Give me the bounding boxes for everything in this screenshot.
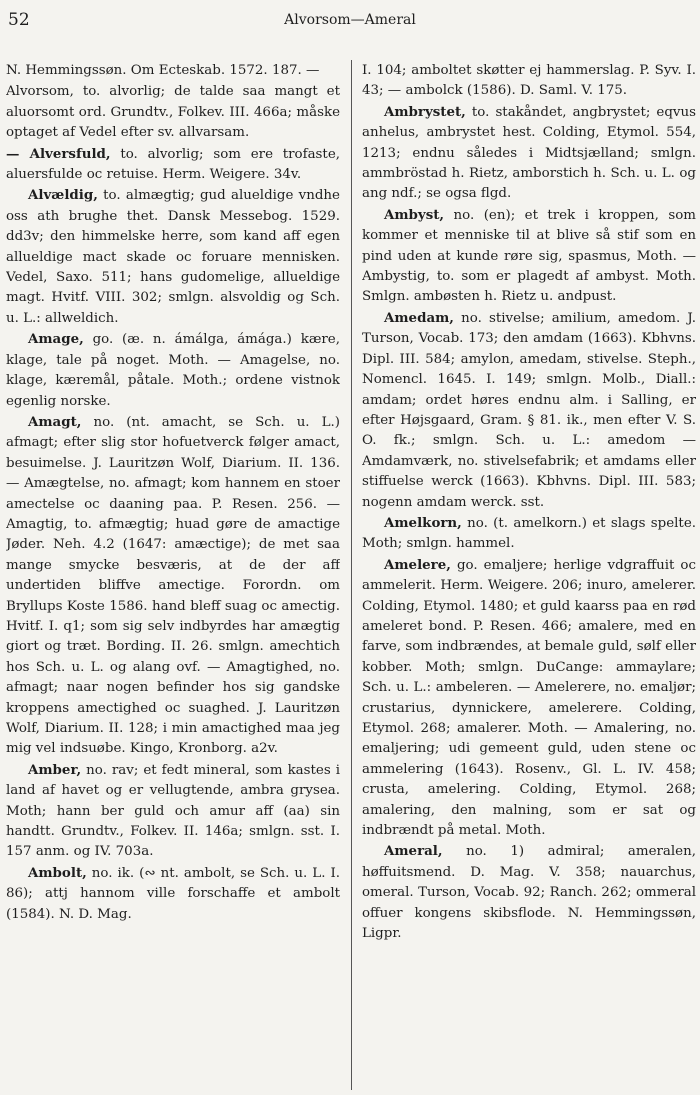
dictionary-entry (6, 185, 340, 329)
entry-headword: Amelere, (384, 556, 451, 573)
entry-text: I. 104; amboltet skøtter ej hammerslag. P. Syv. I. 43; — ambolck (1586). D. Saml. V. 175. (362, 63, 696, 99)
entry-text: no. (t. amelkorn.) et slags spelte. Moth; smlgn. hammel. (362, 515, 696, 552)
dictionary-entry (362, 841, 696, 944)
entry-text: to. alvorlig; som ere trofaste, aluersfulde oc retuise. Herm. Weigere. 34v. (6, 146, 340, 183)
dictionary-entry (6, 863, 340, 925)
entry-text: no. (nt. amacht, se Sch. u. L.) afmagt; efter slig stor hofuetverck følger amact, besuimelse. J. Lauritzøn Wolf, Diarium. II. 136. — Amægtelse, no. afmagt; kom hannem en stoer amectelse oc daaning paa. P. Resen. 256. — Amagtig, to. afmægtig; huad gøre de amactige Jøder. Neh. 4.2 (1647: amæctige); de met saa mange smycke besværis, at de der aff undertiden bliffve amectige. Forordn. om Bryllups Koste 1586. hand bleff suag oc amectig. Hvitf. I. q1; som sig selv indbyrdes har amægtig giort og træt. Bording. II. 26. smlgn. amechtich hos Sch. u. L. og alang ovf. — Amagtighed, no. afmagt; naar nogen befinder hos sig gandske kroppens amectighed oc suaghed. J. Lauritzøn Wolf, Diarium. II. 128; i min amactighed maa jeg mig vel indsuøbe. Kingo, Kronborg. a2v. (6, 414, 340, 757)
entry-headword: Amber, (28, 761, 82, 778)
dictionary-entry (6, 412, 340, 760)
entry-text: no. ik. (∾ nt. ambolt, se Sch. u. L. I. 86); attj hannom ville forschaffe et ambolt (1584). N. D. Mag. (6, 865, 340, 922)
dictionary-entry (6, 760, 340, 863)
dictionary-entry (362, 60, 696, 102)
entry-headword: Amelkorn, (384, 514, 462, 531)
entry-text: no. 1) admiral; ameralen, høffuitsmend. D. Mag. V. 358; nauarchus, omeral. Turson, Vocab. 92; Ranch. 262; ommeral offuer kongens skibsflode. N. Hemmingssøn, Ligpr. (362, 844, 696, 942)
entry-headword: Ambolt, (28, 864, 87, 881)
dictionary-entry (362, 308, 696, 513)
dictionary-entry (362, 513, 696, 555)
entry-headword: — Alversfuld, (6, 145, 111, 162)
entry-headword: Amagt, (28, 413, 82, 430)
entry-text: to. stakåndet, angbrystet; eqvus anhelus, ambrystet hest. Colding, Etymol. 554, 1213; endnu således i Midtsjælland; smlgn. ammbröstad h. Rietz, amborstich h. Sch. u. L. og ang ndf.; se ogsa flgd. (362, 104, 696, 202)
entry-text: go. (æ. n. ámálga, ámága.) kære, klage, tale på noget. Moth. — Amagelse, no. klage, kæremål, påtale. Moth.; ordene vistnok egenlig norske. (6, 332, 340, 409)
entry-headword: Ambrystet, (384, 103, 466, 120)
running-title: Alvorsom—Ameral (284, 12, 416, 28)
entry-headword: Ameral, (384, 843, 443, 860)
entry-headword: Amage, (28, 331, 84, 348)
dictionary-entry (6, 329, 340, 412)
column-divider (351, 60, 352, 1090)
left-column (6, 60, 340, 1090)
entry-text: N. Hemmingssøn. Om Ecteskab. 1572. 187. — (6, 63, 320, 78)
entry-text: Alvorsom, to. alvorlig; de talde saa mangt et aluorsomt ord. Grundtv., Folkev. III. 466a; måske optaget af Vedel efter sv. allvarsam. (6, 84, 340, 141)
dictionary-entry (362, 102, 696, 205)
dictionary-entry (6, 144, 340, 186)
entry-headword: Alvældig, (28, 187, 98, 204)
entry-headword: Ambyst, (384, 206, 445, 223)
dictionary-entry (6, 81, 340, 143)
right-column (362, 60, 696, 1090)
dictionary-entry (6, 60, 340, 81)
entry-text: no. (en); et trek i kroppen, som kommer et menniske til at blive så stif som en pind uden at kunde røre sig, spasmus, Moth. — Ambystig, to. som er plagedt af ambyst. Moth. Smlgn. ambøsten h. Rietz u. andpust. (362, 207, 696, 305)
entry-headword: Amedam, (384, 309, 454, 326)
entry-text: go. emaljere; herlige vdgraffuit oc ammelerit. Herm. Weigere. 206; inuro, amelerer. Colding, Etymol. 1480; et guld kaarss paa en rød ameleret bond. P. Resen. 466; amalere, med en farve, som indbrændes, at bemale guld, sølf eller kobber. Moth; smlgn. DuCange: ammaylare; Sch. u. L.: ambeleren. — Amelerere, no. emaljør; crustarius, dynnickere, amelerere. Colding, Etymol. 268; amalerer. Moth. — Amalering, no. emaljering; udi gemeent guld, uden stene oc ammelering (1643). Rosenv., Gl. L. IV. 458; crusta, amelering. Colding, Etymol. 268; amalering, den malning, som er sat og indbrændt på metal. Moth. (362, 557, 696, 839)
entry-text: no. rav; et fedt mineral, som kastes i land af havet og er vellugtende, ambra grysea. Moth; hann ber guld och amur aff (aa) sin handtt. Grundtv., Folkev. II. 146a; smlgn. sst. I. 157 anm. og IV. 703a. (6, 762, 340, 860)
entry-text: to. almægtig; gud alueldige vndhe oss ath brughe thet. Dansk Messebog. 1529. dd3v; den himmelske herre, som kand aff egen allueldige mact skade oc foruare mennisken. Vedel, Saxo. 511; hans gudomelige, allueldige magt. Hvitf. VIII. 302; smlgn. alsvoldig og Sch. u. L.: allweldich. (6, 188, 340, 326)
page-header (8, 10, 692, 36)
page-number: 52 (8, 10, 30, 30)
dictionary-entry (362, 555, 696, 842)
dictionary-entry (362, 205, 696, 308)
entry-text: no. stivelse; amilium, amedom. J. Turson, Vocab. 173; den amdam (1663). Kbhvns. Dipl. III. 584; amylon, amedam, stivelse. Steph., Nomencl. 1645. I. 149; smlgn. Molb., Diall.: amdam; ordet høres endnu alm. i Salling, er efter Højsgaard, Gram. § 81. ik., men efter V. S. O. fk.; smlgn. Sch. u. L.: amedom — Amdamværk, no. stivelsefabrik; et amdams eller stiffuelse werck (1663). Kbhvns. Dipl. III. 583; nogenn amdam werck. sst. (362, 310, 696, 510)
